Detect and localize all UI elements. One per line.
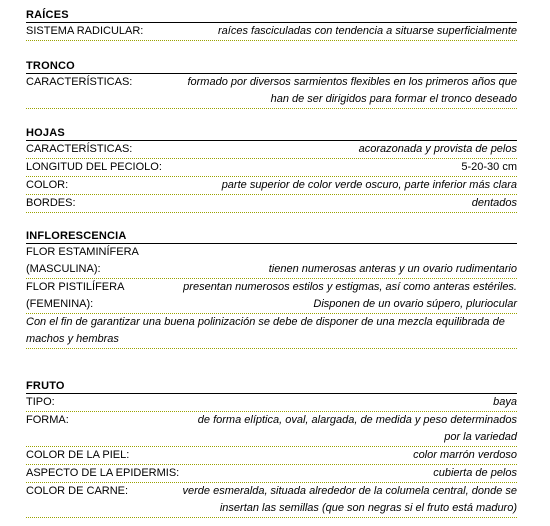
spec-row — [26, 412, 517, 447]
spec-value: formado por diversos sarmientos flexibles en los primeros años que han de ser dirigidos para formar el tronco deseado — [187, 76, 517, 105]
spec-value: de forma elíptica, oval, alargada, de medida y peso determinados por la variedad — [197, 414, 517, 443]
spec-label: SISTEMA RADICULAR: — [26, 25, 144, 37]
spec-value: 5-20-30 cm — [461, 161, 517, 173]
spec-value: cubierta de pelos — [433, 467, 517, 479]
section-hojas — [26, 126, 517, 213]
flor-femenina-row — [26, 279, 517, 314]
section-title-fruto: FRUTO — [26, 379, 517, 394]
spec-row — [26, 177, 517, 195]
spec-label: COLOR DE CARNE: — [26, 485, 129, 497]
spec-row — [26, 465, 517, 483]
section-title-tronco: TRONCO — [26, 59, 517, 74]
section-inflorescencia — [26, 229, 517, 349]
section-fruto — [26, 379, 517, 518]
flor-femenina-label-2: (FEMENINA): — [26, 298, 94, 310]
spec-row — [26, 74, 517, 109]
spec-label: CARACTERÍSTICAS: — [26, 143, 133, 155]
spec-label: FORMA: — [26, 414, 69, 426]
flor-masculina-value: tienen numerosas anteras y un ovario rudimentario — [268, 263, 517, 275]
flor-femenina-label-1: FLOR PISTILÍFERA — [26, 281, 125, 293]
flor-masculina-label-2: (MASCULINA): — [26, 263, 101, 275]
spec-row — [26, 141, 517, 159]
spec-label: COLOR: — [26, 179, 69, 191]
spec-value: verde esmeralda, situada alrededor de la columela central, donde se insertan las semillas (que son negras si el fruto está maduro) — [182, 485, 517, 514]
flor-masculina-label-1: FLOR ESTAMINÍFERA — [26, 246, 139, 258]
spec-value: parte superior de color verde oscuro, parte inferior más clara — [221, 179, 517, 191]
flor-femenina-value-2: Disponen de un ovario súpero, pluriocular — [313, 298, 517, 310]
spec-value: baya — [493, 396, 517, 408]
spec-label: BORDES: — [26, 197, 76, 209]
section-tronco — [26, 59, 517, 109]
spec-value: color marrón verdoso — [413, 449, 517, 461]
spec-value: raíces fasciculadas con tendencia a situarse superficialmente — [218, 25, 517, 37]
section-title-hojas: HOJAS — [26, 126, 517, 141]
polinizacion-note: Con el fin de garantizar una buena polinización se debe de disponer de una mezcla equilibrada de machos y hembras — [26, 314, 517, 349]
section-raices — [26, 8, 517, 41]
spec-row — [26, 159, 517, 177]
spec-row — [26, 394, 517, 412]
spec-label: COLOR DE LA PIEL: — [26, 449, 130, 461]
spec-value: acorazonada y provista de pelos — [358, 143, 517, 155]
spec-row — [26, 483, 517, 518]
spec-label: CARACTERÍSTICAS: — [26, 76, 133, 88]
spec-row — [26, 23, 517, 41]
section-title-raices: RAÍCES — [26, 8, 517, 23]
flor-masculina-row — [26, 244, 517, 279]
spec-label: ASPECTO DE LA EPIDERMIS: — [26, 467, 180, 479]
spec-row — [26, 195, 517, 213]
flor-femenina-value-1: presentan numerosos estilos y estigmas, así como anteras estériles. — [183, 281, 517, 293]
spec-label: TIPO: — [26, 396, 55, 408]
section-title-inflorescencia: INFLORESCENCIA — [26, 229, 517, 244]
spec-label: LONGITUD DEL PECIOLO: — [26, 161, 162, 173]
spec-row — [26, 447, 517, 465]
spec-value: dentados — [471, 197, 517, 209]
